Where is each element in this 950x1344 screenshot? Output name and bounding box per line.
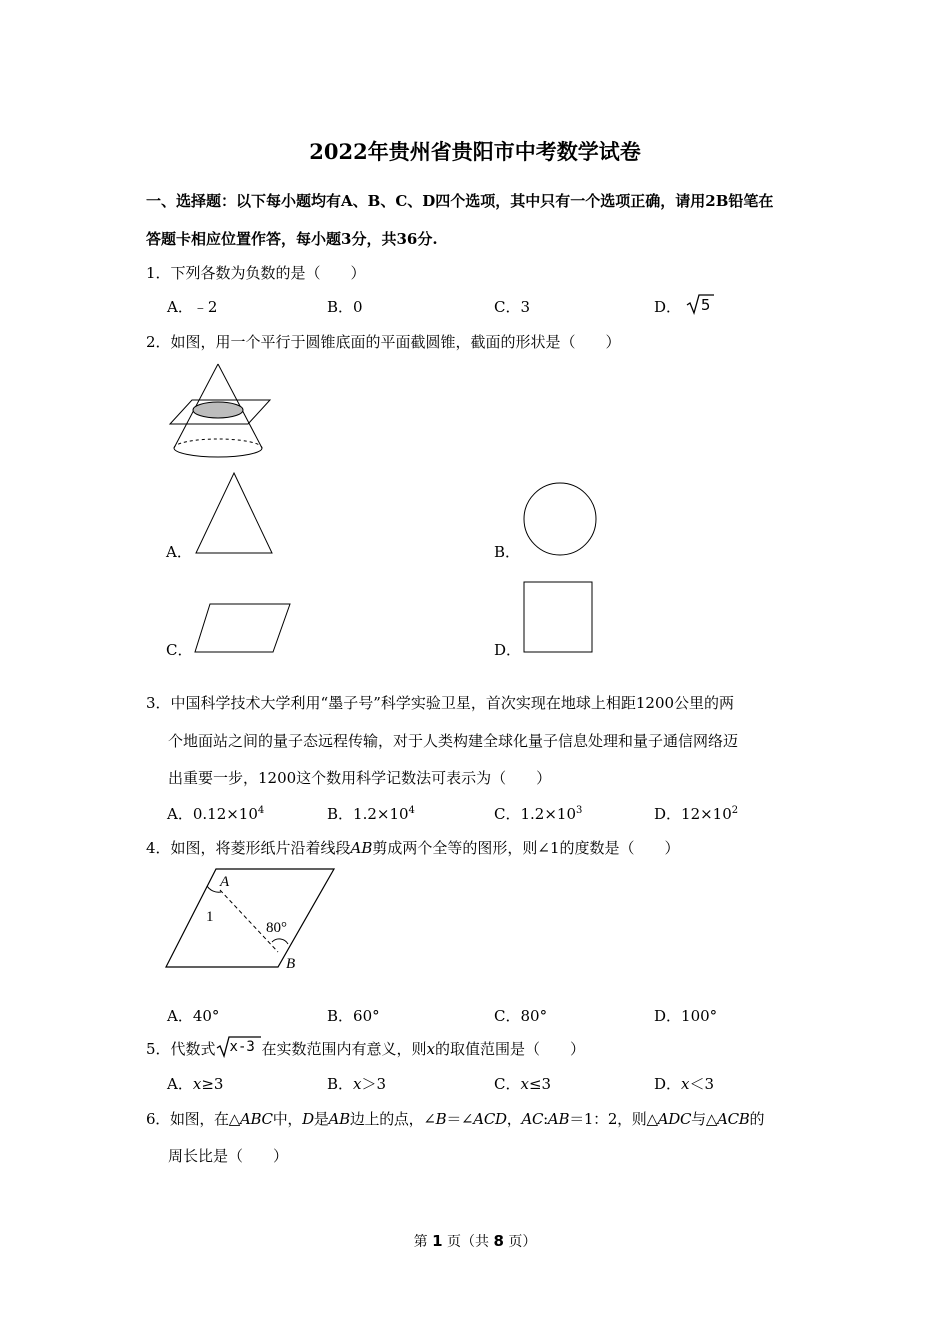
q6-text-2: 中，: [272, 1110, 303, 1128]
q3-option-b-base: B．1.2×10: [327, 805, 409, 823]
q4-stem-post: 剪成两个全等的图形，则∠1的度数是（ ）: [372, 839, 680, 857]
q5-option-c-rest: ≤3: [528, 1075, 552, 1093]
q4-option-b: B．60°: [327, 1007, 380, 1025]
q6-text-6: ，: [506, 1110, 522, 1128]
q5-stem-var: x: [426, 1040, 436, 1058]
q1-option-c: C．3: [494, 298, 531, 316]
q5-option-a-label: A．: [167, 1075, 193, 1093]
section-heading-line2: 答题卡相应位置作答，每小题3分，共36分.: [146, 230, 438, 248]
q3-option-d-exp: 2: [731, 805, 739, 816]
q5-option-b-rest: ＞3: [361, 1075, 387, 1093]
q6-var-2: D: [302, 1110, 314, 1128]
q4-stem: [146, 837, 680, 858]
q4-option-c: C．80°: [494, 1007, 548, 1025]
q5-option-d-var: x: [681, 1075, 690, 1093]
q6-var-7: AB: [547, 1110, 570, 1128]
q6-text-9: 与△: [691, 1110, 718, 1128]
q3-option-d: [654, 803, 738, 824]
q3-stem-line3: 出重要一步，1200这个数用科学记数法可表示为（ ）: [168, 769, 552, 787]
q5-option-a-var: x: [192, 1075, 202, 1093]
section-heading-line1: 一、选择题：以下每小题均有A、B、C、D四个选项，其中只有一个选项正确，请用2B铅笔在: [146, 192, 774, 210]
footer-total-pages: 8: [493, 1232, 504, 1250]
footer-text-pre: 第: [413, 1234, 433, 1250]
q5-radicand: x-3: [229, 1039, 255, 1055]
q2-cone-figure: [166, 362, 276, 462]
q6-var-5: ACD: [473, 1110, 507, 1128]
q1-stem: 1．下列各数为负数的是（ ）: [146, 264, 366, 282]
q4-stem-pre: 4．如图，将菱形纸片沿着线段: [146, 839, 351, 857]
page-footer: [0, 1231, 950, 1251]
q5-option-c: [494, 1073, 551, 1094]
q5-stem: [146, 1038, 585, 1059]
q2-option-b-label: B．: [494, 543, 521, 561]
q1-option-d-label: D．: [654, 298, 682, 316]
page-title: 2022年贵州省贵阳市中考数学试卷: [309, 139, 641, 164]
q5-option-d-rest: ＜3: [689, 1075, 715, 1093]
q5-option-a: [167, 1073, 223, 1094]
q5-sqrt-expression: [216, 1038, 262, 1054]
q3-option-d-base: D．12×10: [654, 805, 732, 823]
q3-option-c-base: C．1.2×10: [494, 805, 576, 823]
q6-var-3: AB: [328, 1110, 350, 1128]
q3-stem-line2: 个地面站之间的量子态远程传输，对于人类构建全球化量子信息处理和量子通信网络迈: [168, 732, 739, 750]
q2-option-d-square: [522, 580, 594, 654]
q5-stem-post: 的取值范围是（ ）: [435, 1040, 586, 1058]
q6-text-4: 边上的点，∠: [349, 1110, 436, 1128]
q2-stem: 2．如图，用一个平行于圆锥底面的平面截圆锥，截面的形状是（ ）: [146, 333, 621, 351]
q5-stem-pre: 5．代数式: [146, 1040, 216, 1058]
q2-option-c-label: C．: [166, 641, 193, 659]
q4-stem-var: AB: [350, 839, 373, 857]
q4-fig-label-a: A: [220, 874, 230, 890]
q6-stem-line2: 周长比是（ ）: [168, 1147, 289, 1165]
q1-option-b: B．0: [327, 298, 363, 316]
q6-text-10: 的: [749, 1110, 765, 1128]
q2-option-d-label: D．: [494, 641, 522, 659]
q6-text-3: 是: [313, 1110, 329, 1128]
q2-option-c-parallelogram: [193, 602, 293, 654]
q6-var-4: B: [435, 1110, 447, 1128]
q4-rhombus-figure: [164, 864, 344, 974]
q6-text-7: :: [543, 1110, 548, 1128]
q5-option-c-label: C．: [494, 1075, 521, 1093]
q5-option-d: [654, 1073, 714, 1094]
q6-var-8: ADC: [657, 1110, 692, 1128]
q5-option-b: [327, 1073, 386, 1094]
q5-option-d-label: D．: [654, 1075, 682, 1093]
q5-option-a-rest: ≥3: [201, 1075, 224, 1093]
q3-option-a-exp: 4: [257, 805, 265, 816]
q4-option-d: D．100°: [654, 1007, 718, 1025]
q1-option-d-sqrt: [686, 296, 716, 312]
q1-option-a: A．﹣2: [167, 298, 218, 316]
q3-option-b-exp: 4: [408, 805, 415, 816]
q3-option-b: [327, 803, 415, 824]
q5-option-c-var: x: [520, 1075, 529, 1093]
q1-option-d: [654, 296, 716, 317]
q2-option-a-triangle: [194, 471, 274, 555]
q3-stem-line1: 3．中国科学技术大学利用“墨子号”科学实验卫星，首次实现在地球上相距1200公里的两: [146, 694, 735, 712]
q4-fig-label-b: B: [286, 956, 296, 972]
q3-option-c-exp: 3: [576, 805, 583, 816]
q5-option-b-var: x: [353, 1075, 362, 1093]
q5-stem-mid: 在实数范围内有意义，则: [261, 1040, 427, 1058]
q1-option-d-radicand: 5: [700, 296, 711, 314]
q4-fig-label-1: 1: [206, 909, 214, 925]
q6-var-1: ABC: [239, 1110, 273, 1128]
footer-text-mid: 页（共: [442, 1234, 494, 1250]
q3-option-a-base: A．0.12×10: [167, 805, 258, 823]
q2-option-a-label: A．: [166, 543, 192, 561]
footer-page-number: 1: [432, 1232, 443, 1250]
q5-option-b-label: B．: [327, 1075, 354, 1093]
q3-option-c: [494, 803, 582, 824]
q6-var-9: ACB: [717, 1110, 750, 1128]
footer-text-post: 页）: [503, 1234, 537, 1250]
q3-option-a: [167, 803, 264, 824]
q4-fig-label-angle: 80°: [266, 920, 287, 936]
q6-text-8: ＝1：2，则△: [569, 1110, 658, 1128]
q6-stem-line1: [146, 1108, 764, 1129]
q2-option-b-circle: [522, 481, 598, 557]
q6-text-5: ＝∠: [446, 1110, 474, 1128]
q6-var-6: AC: [521, 1110, 544, 1128]
q6-text-1: 6．如图，在△: [146, 1110, 240, 1128]
q4-option-a: A．40°: [167, 1007, 220, 1025]
